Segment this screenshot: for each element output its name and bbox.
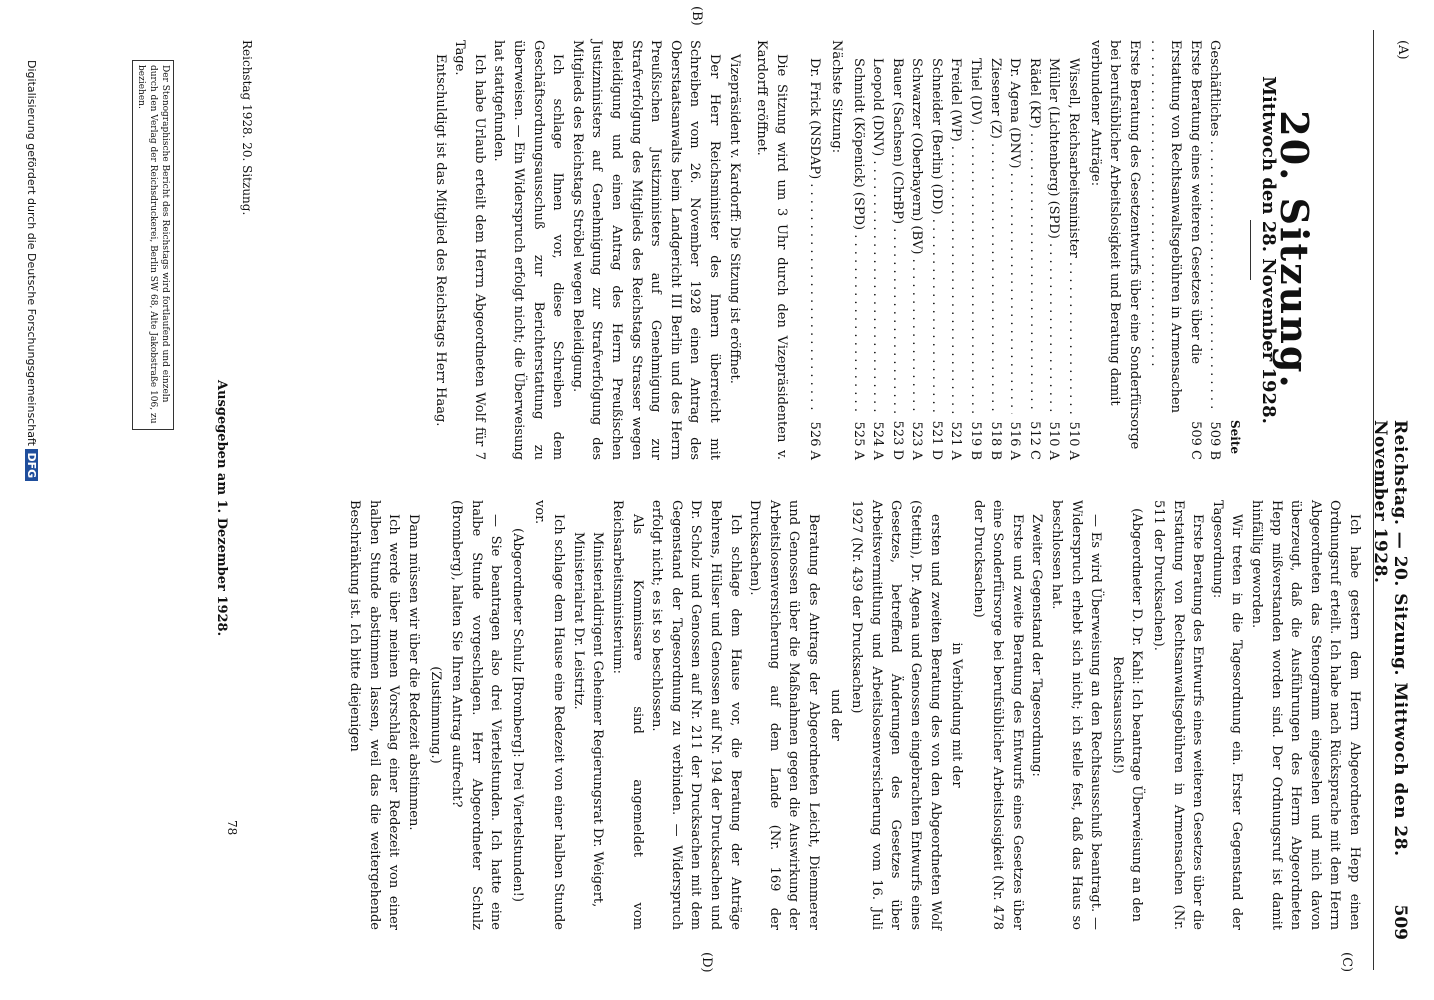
toc-entry: Erste Beratung eines weiteren Gesetzes über die Erstattung von Rechtsanwaltsgebühren in Armensachen . . . 509 C: [1146, 40, 1205, 460]
toc-entry: Geschäftliches . . . 509 B: [1205, 40, 1225, 460]
margin-marker-d: (D): [699, 952, 714, 973]
margin-marker-b: (B): [689, 6, 704, 26]
body-paragraph: Wir treten in die Tagesordnung ein. Erster Gegenstand der Tagesordnung:: [1209, 500, 1245, 930]
body-paragraph: Beratung des Antrags der Abgeordneten Leicht, Diemmerer und Genossen über die Maßnahmen gegen die Auswirkung der Arbeitslosenversicherung auf dem Lande (Nr. 169 der Drucksachen).: [747, 500, 821, 930]
commissioner: Ministerialrat Dr. Leistritz.: [570, 532, 586, 710]
toc-entry: Schmidt (Köpenick) (SPD) . . . 525 A: [848, 40, 868, 460]
left-column: [430, 40, 1364, 460]
right-column: [345, 500, 1364, 930]
footer-left: Reichstag 1928. 20. Sitzung.: [240, 40, 254, 216]
body-paragraph: Ich werde über meinen Vorschlag einer Redezeit von einer halben Stunde abstimmen lassen, weil das die weitergehende Beschränkung ist. Ich bitte diejenigen: [347, 500, 402, 930]
toc-entry: Dr. Agena (DNV) . . . 516 A: [1005, 40, 1025, 460]
toc-entry: Freidel (WP) . . . 521 A: [946, 40, 966, 460]
body-paragraph: Entschuldigt ist das Mitglied des Reichstags Herr Haag.: [432, 54, 448, 427]
toc-entry: Schneider (Berlin) (DD) . . . 521 D: [926, 40, 946, 460]
sheet-number: 78: [225, 820, 239, 836]
body-paragraph: Ich habe Urlaub erteilt dem Herrn Abgeordneten Wolf für 7 Tage.: [452, 40, 487, 460]
header-rule: [1373, 30, 1374, 970]
title-rule: [1250, 220, 1251, 280]
body-paragraph: Ich habe gestern dem Herrn Abgeordneten Hepp einen Ordnungsruf erteilt. Ich habe nach Rücksprache mit dem Herrn Abgeordneten das Stenogramm eingesehen und mich davon überzeugt, daß die Ausführungen des Herrn Abgeordneten Hepp mißverstanden worden sind. Der Ordnungsruf ist damit hinfällig geworden.: [1249, 500, 1362, 930]
opening-paragraph: Die Sitzung wird um 3 Uhr durch den Vizepräsidenten v. Kardorff eröffnet.: [754, 40, 789, 460]
body-paragraph: ersten und zweiten Beratung des von den Abgeordneten Wolf (Stettin), Dr. Agena und Genossen eingebrachten Entwurfs eines Gesetzes, betreffend Änderungen des Gesetzes über Arbeitsvermittlung und Arbeitslosenversicherung vom 16. Juli 1927 (Nr. 439 der Drucksachen): [849, 500, 943, 930]
body-paragraph: — Sie beantragen also drei Viertelstunden. Ich hatte eine halbe Stunde vorgeschlagen. Herr Abgeordneter Schulz (Bromberg), halten Sie Ihren Antrag aufrecht?: [449, 500, 504, 930]
body-paragraph: Dann müssen wir über die Redezeit abstimmen.: [406, 514, 422, 831]
running-title: Reichstag. — 20. Sitzung. Mittwoch den 28. November 1928.: [1370, 420, 1410, 857]
margin-marker-a: (A): [1395, 40, 1410, 60]
toc-entry: Müller (Lichtenberg) (SPD) . . . 510 A: [1044, 40, 1064, 460]
interjection: (Abgeordneter Schulz [Bromberg]: Drei Viertelstunden!): [510, 528, 526, 902]
commissioner: Ministerialdirigent Geheimer Regierungsrat Dr. Weigert,: [590, 532, 606, 908]
body-paragraph: Erste Beratung des Entwurfs eines weiteren Gesetzes über die Erstattung von Rechtsanwaltsgebühren in Armensachen (Nr. 511 der Drucksachen).: [1151, 500, 1206, 930]
toc-entry: Dr. Frick (NSDAP) . . . 526 A: [805, 40, 825, 460]
toc-entry: Nächste Sitzung:: [828, 40, 844, 154]
connector-text: und der: [827, 689, 843, 741]
credit-text: Digitalisierung gefördert durch die Deutsche Forschungsgemeinschaft: [25, 60, 38, 446]
connector-text: in Verbindung mit der: [949, 642, 965, 788]
session-title: 20. Sitzung.: [1272, 110, 1317, 390]
body-paragraph: Erste und zweite Beratung des Entwurfs eines Gesetzes über eine Sonderfürsorge bei berufsüblicher Arbeitslosigkeit (Nr. 478 der Drucksachen): [970, 500, 1025, 930]
digitization-credit: [25, 60, 38, 485]
toc-entry: Bauer (Sachsen) (ChrBP) . . . 523 D: [887, 40, 907, 460]
body-paragraph: Ich schlage Ihnen vor, diese Schreiben dem Geschäftsordnungsausschuß zur Berichterstattung zu überweisen. — Ein Widerspruch erfolgt nicht; die Überweisung hat stattgefunden.: [491, 40, 566, 460]
page-number: 509: [1390, 904, 1410, 940]
page-header: [1370, 40, 1414, 960]
toc-entry: Ziesener (Z) . . . 518 B: [985, 40, 1005, 460]
body-paragraph: Der Herr Reichsminister des Innern überreicht mit Schreiben vom 26. November 1928 einen Antrag des Oberstaatsanwalts beim Landgericht III Berlin und des Herrn Preußischen Justizministers auf Genehmigung zur Strafverfolgung des Mitglieds des Reichstags Strasser wegen Beleidigung und einen Antrag des Herrn Preußischen Justizministers auf Genehmigung zur Strafverfolgung des Mitglieds des Reichstags Ströbel wegen Beleidigung.: [569, 40, 722, 460]
interjection: (Zustimmung.): [427, 666, 443, 764]
toc-entry: Leopold (DNV) . . . 524 A: [868, 40, 888, 460]
body-paragraph: Als Kommissare sind angemeldet vom Reichsarbeitsministerium:: [610, 500, 645, 930]
body-paragraph: Ich schlage dem Hause vor, die Beratung der Anträge Behrens, Hülser und Genossen auf Nr. 194 der Drucksachen und Dr. Scholz und Genossen auf Nr. 211 der Drucksachen mit dem Gegenstand der Tagesordnung zu verbinden. — Widerspruch erfolgt nicht; es ist so beschlossen.: [649, 500, 743, 930]
session-date: Mittwoch den 28. November 1928.: [1258, 76, 1280, 424]
publisher-notice: Der Stenographische Bericht des Reichstags wird fortlaufend und einzeln durch den Verlag der Reichsdruckerei, Berlin SW 68, Alte Jakobstraße 106, zu beziehen.: [132, 60, 174, 430]
toc-entry: Rädel (KP) . . . 512 C: [1024, 40, 1044, 460]
body-paragraph: Zweiter Gegenstand der Tagesordnung:: [1029, 514, 1045, 777]
body-paragraph: Ich schlage dem Hause eine Redezeit von einer halben Stunde vor.: [531, 500, 567, 930]
toc-entry: Wissell, Reichsarbeitsminister . . . 510 A: [1063, 40, 1083, 460]
interjection: (Abgeordneter D. Dr. Kahl: Ich beantrage Überweisung an den Rechtsausschuß!): [1109, 508, 1145, 922]
body-paragraph: — Es wird Überweisung an den Rechtsausschuß beantragt. — Widerspruch erhebt sich nicht; ich stelle fest, daß das Haus so beschlossen hat.: [1049, 500, 1104, 930]
margin-marker-c: (C): [1339, 952, 1354, 973]
body-paragraph: Vizepräsident v. Kardorff: Die Sitzung ist eröffnet.: [726, 54, 742, 384]
table-of-contents: [805, 40, 1224, 460]
toc-entry: Thiel (DV) . . . 519 B: [966, 40, 986, 460]
issue-date: Ausgegeben am 1. Dezember 1928.: [214, 380, 229, 637]
seite-label: Seite: [1227, 419, 1242, 454]
dfg-logo: DFG: [25, 449, 38, 481]
toc-entry: Erste Beratung des Gesetzentwurfs über eine Sonderfürsorge bei berufsüblicher Arbeitslosigkeit und Beratung damit verbundener Anträge:: [1087, 40, 1142, 450]
toc-entry: Schwarzer (Oberbayern) (BV) . . . 523 A: [907, 40, 927, 460]
